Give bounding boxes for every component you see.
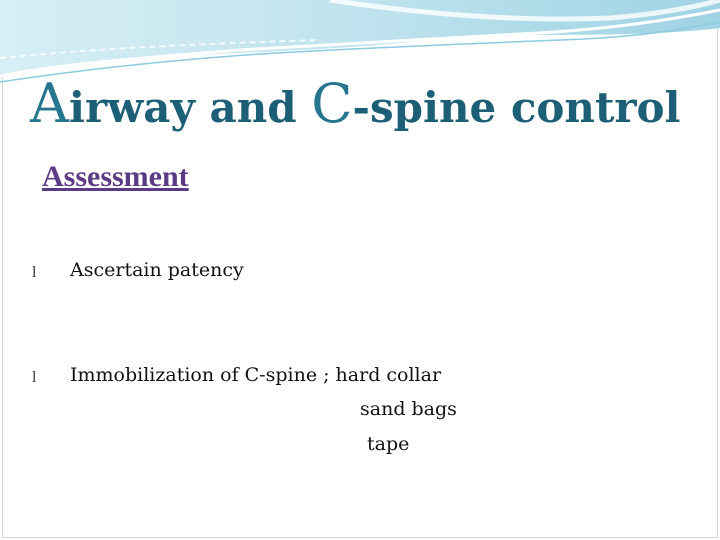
section-heading: Assessment bbox=[42, 160, 189, 193]
bullet-item-immobilization: Immobilization of C-spine ; hard collar bbox=[70, 364, 442, 386]
title-text-a: irway and bbox=[69, 83, 312, 132]
bullet-marker: l bbox=[32, 369, 37, 386]
bullet-marker: l bbox=[32, 264, 37, 281]
slide-title bbox=[30, 72, 680, 135]
title-text-c: -spine control bbox=[352, 83, 681, 132]
title-initial-a: A bbox=[30, 72, 69, 135]
title-initial-c: C bbox=[311, 72, 353, 135]
continuation-tape: tape bbox=[367, 433, 410, 455]
bullet-item-patency: Ascertain patency bbox=[70, 259, 244, 281]
continuation-sand-bags: sand bags bbox=[360, 398, 457, 420]
